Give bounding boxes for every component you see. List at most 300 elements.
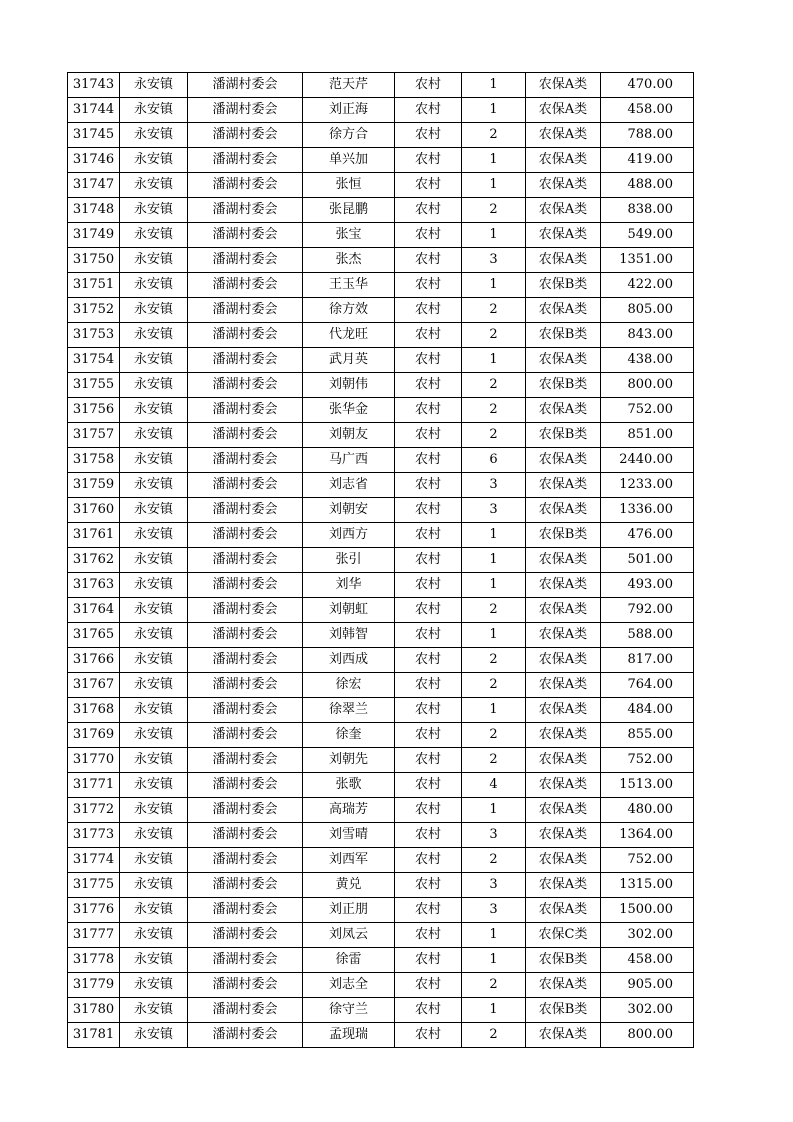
cell-count: 2 [462,973,526,998]
cell-village: 潘湖村委会 [188,973,303,998]
cell-town: 永安镇 [120,948,188,973]
table-row [68,448,694,473]
cell-category: 农保A类 [526,173,601,198]
cell-amount: 764.00 [601,673,694,698]
cell-amount: 851.00 [601,423,694,448]
cell-category: 农保A类 [526,1023,601,1048]
cell-village: 潘湖村委会 [188,298,303,323]
cell-category: 农保B类 [526,948,601,973]
cell-id: 31757 [68,423,120,448]
cell-type: 农村 [395,473,462,498]
cell-village: 潘湖村委会 [188,173,303,198]
cell-amount: 470.00 [601,73,694,98]
cell-amount: 792.00 [601,598,694,623]
cell-amount: 1233.00 [601,473,694,498]
cell-name: 刘朝友 [303,423,395,448]
cell-id: 31758 [68,448,120,473]
table-row [68,123,694,148]
cell-type: 农村 [395,773,462,798]
cell-amount: 422.00 [601,273,694,298]
table-row [68,523,694,548]
cell-town: 永安镇 [120,398,188,423]
cell-name: 马广西 [303,448,395,473]
table-row [68,173,694,198]
cell-name: 刘西方 [303,523,395,548]
cell-category: 农保A类 [526,148,601,173]
roster-body [68,73,694,1048]
cell-village: 潘湖村委会 [188,798,303,823]
cell-village: 潘湖村委会 [188,723,303,748]
cell-village: 潘湖村委会 [188,473,303,498]
cell-type: 农村 [395,823,462,848]
cell-village: 潘湖村委会 [188,98,303,123]
cell-village: 潘湖村委会 [188,523,303,548]
cell-town: 永安镇 [120,748,188,773]
cell-village: 潘湖村委会 [188,848,303,873]
cell-town: 永安镇 [120,448,188,473]
cell-amount: 480.00 [601,798,694,823]
cell-village: 潘湖村委会 [188,898,303,923]
cell-amount: 838.00 [601,198,694,223]
cell-type: 农村 [395,723,462,748]
cell-category: 农保A类 [526,548,601,573]
cell-category: 农保A类 [526,973,601,998]
cell-category: 农保B类 [526,998,601,1023]
cell-category: 农保C类 [526,923,601,948]
cell-id: 31759 [68,473,120,498]
cell-amount: 458.00 [601,98,694,123]
cell-village: 潘湖村委会 [188,948,303,973]
table-row [68,598,694,623]
cell-amount: 419.00 [601,148,694,173]
cell-category: 农保A类 [526,298,601,323]
cell-count: 1 [462,148,526,173]
cell-count: 3 [462,473,526,498]
cell-town: 永安镇 [120,973,188,998]
cell-count: 4 [462,773,526,798]
cell-count: 2 [462,673,526,698]
cell-town: 永安镇 [120,348,188,373]
cell-name: 刘凤云 [303,923,395,948]
cell-town: 永安镇 [120,323,188,348]
cell-name: 范天芹 [303,73,395,98]
cell-type: 农村 [395,798,462,823]
cell-count: 1 [462,698,526,723]
cell-id: 31761 [68,523,120,548]
cell-category: 农保A类 [526,898,601,923]
cell-id: 31780 [68,998,120,1023]
cell-category: 农保A类 [526,98,601,123]
cell-name: 徐方合 [303,123,395,148]
cell-village: 潘湖村委会 [188,248,303,273]
table-row [68,298,694,323]
cell-name: 刘朝虹 [303,598,395,623]
cell-id: 31749 [68,223,120,248]
cell-id: 31751 [68,273,120,298]
cell-count: 3 [462,873,526,898]
cell-id: 31765 [68,623,120,648]
cell-type: 农村 [395,923,462,948]
cell-id: 31777 [68,923,120,948]
cell-type: 农村 [395,223,462,248]
cell-category: 农保A类 [526,748,601,773]
cell-name: 徐守兰 [303,998,395,1023]
table-row [68,73,694,98]
cell-count: 1 [462,923,526,948]
table-row [68,823,694,848]
table-row [68,723,694,748]
cell-category: 农保A类 [526,648,601,673]
cell-type: 农村 [395,948,462,973]
cell-village: 潘湖村委会 [188,873,303,898]
cell-village: 潘湖村委会 [188,648,303,673]
cell-count: 1 [462,273,526,298]
cell-name: 徐宏 [303,673,395,698]
table-row [68,148,694,173]
cell-town: 永安镇 [120,273,188,298]
cell-id: 31755 [68,373,120,398]
table-row [68,473,694,498]
table-row [68,198,694,223]
cell-town: 永安镇 [120,873,188,898]
cell-count: 1 [462,173,526,198]
cell-category: 农保B类 [526,273,601,298]
cell-type: 农村 [395,423,462,448]
cell-count: 2 [462,1023,526,1048]
cell-category: 农保A类 [526,448,601,473]
cell-id: 31762 [68,548,120,573]
cell-amount: 458.00 [601,948,694,973]
cell-category: 农保A类 [526,198,601,223]
cell-category: 农保A类 [526,848,601,873]
cell-amount: 1513.00 [601,773,694,798]
table-row [68,348,694,373]
cell-town: 永安镇 [120,648,188,673]
cell-name: 黄兑 [303,873,395,898]
cell-village: 潘湖村委会 [188,123,303,148]
cell-type: 农村 [395,98,462,123]
cell-type: 农村 [395,648,462,673]
table-row [68,623,694,648]
cell-id: 31776 [68,898,120,923]
cell-id: 31771 [68,773,120,798]
cell-category: 农保A类 [526,798,601,823]
cell-village: 潘湖村委会 [188,823,303,848]
cell-name: 刘朝伟 [303,373,395,398]
cell-village: 潘湖村委会 [188,573,303,598]
cell-count: 1 [462,998,526,1023]
cell-name: 刘华 [303,573,395,598]
cell-category: 农保B类 [526,423,601,448]
cell-category: 农保B类 [526,323,601,348]
cell-type: 农村 [395,973,462,998]
cell-amount: 800.00 [601,1023,694,1048]
cell-town: 永安镇 [120,373,188,398]
cell-id: 31778 [68,948,120,973]
cell-id: 31763 [68,573,120,598]
cell-count: 1 [462,523,526,548]
table-row [68,373,694,398]
cell-village: 潘湖村委会 [188,1023,303,1048]
cell-town: 永安镇 [120,773,188,798]
cell-town: 永安镇 [120,673,188,698]
cell-village: 潘湖村委会 [188,698,303,723]
cell-village: 潘湖村委会 [188,323,303,348]
cell-name: 刘西成 [303,648,395,673]
table-row [68,973,694,998]
cell-type: 农村 [395,698,462,723]
cell-amount: 1500.00 [601,898,694,923]
cell-town: 永安镇 [120,148,188,173]
cell-name: 刘雪晴 [303,823,395,848]
cell-type: 农村 [395,598,462,623]
cell-type: 农村 [395,398,462,423]
cell-count: 1 [462,548,526,573]
cell-id: 31766 [68,648,120,673]
cell-type: 农村 [395,673,462,698]
cell-count: 2 [462,423,526,448]
cell-count: 1 [462,73,526,98]
cell-village: 潘湖村委会 [188,623,303,648]
cell-town: 永安镇 [120,998,188,1023]
cell-id: 31774 [68,848,120,873]
cell-amount: 302.00 [601,923,694,948]
cell-id: 31748 [68,198,120,223]
cell-name: 张恒 [303,173,395,198]
cell-village: 潘湖村委会 [188,673,303,698]
cell-amount: 588.00 [601,623,694,648]
cell-village: 潘湖村委会 [188,273,303,298]
cell-amount: 752.00 [601,398,694,423]
cell-name: 单兴加 [303,148,395,173]
cell-count: 2 [462,298,526,323]
cell-town: 永安镇 [120,248,188,273]
cell-amount: 855.00 [601,723,694,748]
cell-town: 永安镇 [120,1023,188,1048]
cell-type: 农村 [395,123,462,148]
cell-name: 刘正朋 [303,898,395,923]
cell-village: 潘湖村委会 [188,148,303,173]
cell-town: 永安镇 [120,848,188,873]
cell-type: 农村 [395,623,462,648]
cell-count: 2 [462,373,526,398]
cell-category: 农保A类 [526,248,601,273]
cell-name: 徐翠兰 [303,698,395,723]
cell-village: 潘湖村委会 [188,348,303,373]
cell-name: 孟现瑞 [303,1023,395,1048]
cell-id: 31775 [68,873,120,898]
table-row [68,773,694,798]
cell-town: 永安镇 [120,298,188,323]
table-row [68,948,694,973]
table-row [68,573,694,598]
cell-type: 农村 [395,1023,462,1048]
cell-type: 农村 [395,898,462,923]
cell-village: 潘湖村委会 [188,773,303,798]
cell-amount: 1336.00 [601,498,694,523]
table-row [68,323,694,348]
cell-town: 永安镇 [120,98,188,123]
cell-count: 2 [462,323,526,348]
cell-amount: 800.00 [601,373,694,398]
cell-category: 农保A类 [526,348,601,373]
cell-name: 徐方效 [303,298,395,323]
cell-type: 农村 [395,323,462,348]
table-row [68,798,694,823]
cell-town: 永安镇 [120,823,188,848]
table-row [68,548,694,573]
cell-category: 农保A类 [526,573,601,598]
cell-name: 张歌 [303,773,395,798]
cell-id: 31752 [68,298,120,323]
cell-category: 农保B类 [526,373,601,398]
cell-amount: 2440.00 [601,448,694,473]
cell-village: 潘湖村委会 [188,423,303,448]
cell-count: 2 [462,723,526,748]
cell-type: 农村 [395,273,462,298]
cell-amount: 493.00 [601,573,694,598]
cell-town: 永安镇 [120,473,188,498]
cell-amount: 501.00 [601,548,694,573]
table-row [68,248,694,273]
table-row [68,698,694,723]
cell-amount: 1364.00 [601,823,694,848]
cell-id: 31743 [68,73,120,98]
cell-amount: 843.00 [601,323,694,348]
cell-id: 31768 [68,698,120,723]
cell-amount: 752.00 [601,748,694,773]
cell-count: 3 [462,898,526,923]
cell-town: 永安镇 [120,723,188,748]
cell-count: 2 [462,848,526,873]
cell-town: 永安镇 [120,898,188,923]
cell-amount: 752.00 [601,848,694,873]
cell-count: 3 [462,498,526,523]
cell-id: 31753 [68,323,120,348]
cell-name: 代龙旺 [303,323,395,348]
cell-name: 刘朝先 [303,748,395,773]
cell-village: 潘湖村委会 [188,498,303,523]
table-row [68,998,694,1023]
cell-type: 农村 [395,523,462,548]
cell-type: 农村 [395,298,462,323]
cell-amount: 788.00 [601,123,694,148]
cell-amount: 484.00 [601,698,694,723]
table-row [68,423,694,448]
cell-village: 潘湖村委会 [188,548,303,573]
cell-name: 张宝 [303,223,395,248]
cell-name: 刘西军 [303,848,395,873]
cell-name: 刘韩智 [303,623,395,648]
cell-count: 3 [462,248,526,273]
cell-type: 农村 [395,73,462,98]
cell-count: 2 [462,748,526,773]
table-row [68,898,694,923]
cell-town: 永安镇 [120,498,188,523]
cell-amount: 549.00 [601,223,694,248]
cell-village: 潘湖村委会 [188,398,303,423]
cell-category: 农保A类 [526,498,601,523]
cell-type: 农村 [395,348,462,373]
cell-name: 高瑞芳 [303,798,395,823]
cell-id: 31747 [68,173,120,198]
cell-village: 潘湖村委会 [188,73,303,98]
cell-amount: 438.00 [601,348,694,373]
roster-table [67,72,694,1048]
cell-type: 农村 [395,198,462,223]
cell-category: 农保A类 [526,773,601,798]
cell-village: 潘湖村委会 [188,923,303,948]
cell-count: 1 [462,573,526,598]
cell-name: 刘正海 [303,98,395,123]
cell-id: 31756 [68,398,120,423]
cell-amount: 817.00 [601,648,694,673]
cell-count: 1 [462,348,526,373]
cell-category: 农保A类 [526,123,601,148]
cell-count: 2 [462,598,526,623]
cell-name: 刘志全 [303,973,395,998]
cell-type: 农村 [395,573,462,598]
cell-type: 农村 [395,848,462,873]
cell-category: 农保A类 [526,723,601,748]
cell-id: 31781 [68,1023,120,1048]
cell-amount: 476.00 [601,523,694,548]
cell-count: 2 [462,198,526,223]
cell-type: 农村 [395,873,462,898]
table-row [68,923,694,948]
cell-id: 31769 [68,723,120,748]
cell-count: 1 [462,98,526,123]
cell-village: 潘湖村委会 [188,198,303,223]
cell-amount: 805.00 [601,298,694,323]
cell-id: 31772 [68,798,120,823]
cell-type: 农村 [395,173,462,198]
cell-type: 农村 [395,498,462,523]
cell-id: 31770 [68,748,120,773]
cell-id: 31745 [68,123,120,148]
table-row [68,398,694,423]
cell-category: 农保A类 [526,223,601,248]
cell-id: 31767 [68,673,120,698]
cell-amount: 1315.00 [601,873,694,898]
cell-village: 潘湖村委会 [188,223,303,248]
cell-town: 永安镇 [120,198,188,223]
cell-town: 永安镇 [120,623,188,648]
cell-category: 农保A类 [526,698,601,723]
cell-town: 永安镇 [120,223,188,248]
cell-id: 31779 [68,973,120,998]
cell-category: 农保A类 [526,823,601,848]
cell-count: 1 [462,948,526,973]
cell-category: 农保A类 [526,873,601,898]
cell-amount: 302.00 [601,998,694,1023]
cell-town: 永安镇 [120,423,188,448]
cell-town: 永安镇 [120,798,188,823]
cell-name: 张华金 [303,398,395,423]
cell-type: 农村 [395,248,462,273]
cell-name: 王玉华 [303,273,395,298]
cell-count: 1 [462,798,526,823]
cell-category: 农保A类 [526,73,601,98]
cell-type: 农村 [395,998,462,1023]
cell-type: 农村 [395,148,462,173]
cell-count: 6 [462,448,526,473]
cell-amount: 1351.00 [601,248,694,273]
cell-category: 农保A类 [526,598,601,623]
cell-name: 刘朝安 [303,498,395,523]
table-row [68,98,694,123]
cell-count: 2 [462,398,526,423]
